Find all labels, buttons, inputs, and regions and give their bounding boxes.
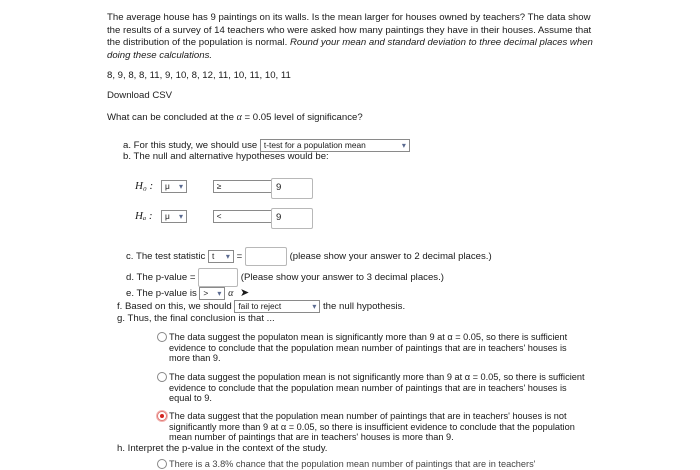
chevron-down-icon: ▾ bbox=[178, 212, 183, 221]
test-statistic-input[interactable] bbox=[245, 247, 287, 266]
ha-label: Hₐ : bbox=[135, 210, 153, 222]
part-d-note: (Please show your answer to 3 decimal places.) bbox=[240, 272, 444, 284]
ha-param: μ bbox=[165, 211, 170, 221]
conclusion-suffix: = 0.05 level of significance? bbox=[244, 112, 363, 123]
ha-value: 9 bbox=[276, 212, 282, 223]
part-f bbox=[117, 300, 405, 313]
ha-param-select[interactable] bbox=[161, 210, 187, 223]
conclusion-option-3-radio[interactable] bbox=[157, 411, 167, 421]
mouse-cursor-icon: ➤ bbox=[240, 287, 250, 299]
part-e bbox=[126, 286, 249, 300]
h0-value: 9 bbox=[276, 182, 282, 193]
equals-sign: = bbox=[236, 251, 243, 263]
chevron-down-icon: ▾ bbox=[401, 141, 406, 150]
interpretation-option-1-text: There is a 3.8% chance that the population mean number of paintings that are in teachers' bbox=[169, 459, 536, 469]
part-c bbox=[126, 247, 492, 266]
decision-selected: fail to reject bbox=[238, 301, 282, 311]
question-instruction: Round your mean and standard deviation to three decimal places when doing these calculations. bbox=[107, 37, 593, 61]
part-d-prefix: d. The p-value = bbox=[126, 272, 196, 284]
interpretation-option-1-radio[interactable] bbox=[157, 459, 167, 469]
conclusion-prefix: What can be concluded at the bbox=[107, 112, 234, 123]
test-statistic-select[interactable] bbox=[208, 250, 234, 263]
chevron-down-icon: ▾ bbox=[178, 182, 183, 191]
conclusion-option-1-radio[interactable] bbox=[157, 332, 167, 342]
part-g-label: g. Thus, the final conclusion is that ... bbox=[117, 313, 275, 324]
download-csv-link[interactable]: Download CSV bbox=[107, 90, 173, 101]
ha-value-input[interactable] bbox=[271, 208, 313, 229]
conclusion-option-1-text: The data suggest the populaton mean is significantly more than 9 at α = 0.05, so there is sufficient evidence to conclude that the population mean number of paintings that are in teachers' houses is more than 9. bbox=[169, 332, 568, 363]
h0-operator: ≥ bbox=[216, 181, 222, 191]
ha-row bbox=[135, 208, 315, 230]
test-statistic-type: t bbox=[211, 251, 215, 261]
data-values: 8, 9, 8, 8, 11, 9, 10, 8, 12, 11, 10, 11, 10, 11 bbox=[107, 70, 291, 81]
conclusion-option-2-radio[interactable] bbox=[157, 372, 167, 382]
part-c-prefix: c. The test statistic bbox=[126, 251, 206, 263]
p-value-input[interactable] bbox=[198, 268, 238, 287]
part-h-label: h. Interpret the p-value in the context of the study. bbox=[117, 443, 328, 454]
h0-row bbox=[135, 178, 315, 200]
part-e-alpha: α bbox=[228, 288, 234, 299]
part-c-note: (please show your answer to 2 decimal places.) bbox=[289, 251, 492, 263]
conclusion-question bbox=[107, 112, 363, 123]
conclusion-option-2-text: The data suggest the population mean is not significantly more than 9 at α = 0.05, so there is sufficient evidence to conclude that the population mean number of paintings that are in teachers' houses is equal to 9. bbox=[169, 372, 585, 403]
p-value-compare-op: > bbox=[203, 287, 209, 298]
chevron-down-icon: ▾ bbox=[225, 252, 230, 261]
question-intro-text: The average house has 9 paintings on its walls. Is the mean larger for houses owned by teachers? The data show the results of a survey of 14 teachers who were asked how many paintings they have in their houses. Assume that the distribution of the population is normal. bbox=[107, 12, 592, 48]
h0-value-input[interactable] bbox=[271, 178, 313, 199]
part-b-label: b. The null and alternative hypotheses would be: bbox=[123, 151, 329, 162]
test-type-selected: t-test for a population mean bbox=[263, 140, 366, 150]
part-e-prefix: e. The p-value is bbox=[126, 288, 197, 299]
p-value-compare-select[interactable] bbox=[199, 287, 225, 300]
h0-param: μ bbox=[165, 181, 170, 191]
chevron-down-icon: ▾ bbox=[217, 288, 222, 298]
question-intro bbox=[107, 12, 597, 62]
part-a-label: a. For this study, we should use bbox=[123, 140, 258, 152]
part-f-suffix: the null hypothesis. bbox=[323, 301, 406, 313]
decision-select[interactable] bbox=[234, 300, 320, 313]
part-f-prefix: f. Based on this, we should bbox=[117, 301, 232, 313]
h0-label: H₀ : bbox=[135, 180, 154, 192]
conclusion-option-3-text: The data suggest that the population mean number of paintings that are in teachers' houses is not significantly more than 9 at α = 0.05, so there is insufficient evidence to conclude that the population mean number of paintings that are in teachers' houses is more than 9. bbox=[169, 411, 575, 442]
part-d bbox=[126, 268, 444, 287]
h0-param-select[interactable] bbox=[161, 180, 187, 193]
chevron-down-icon: ▾ bbox=[312, 302, 317, 311]
alpha-symbol: α bbox=[236, 112, 242, 123]
ha-operator: < bbox=[216, 211, 222, 221]
